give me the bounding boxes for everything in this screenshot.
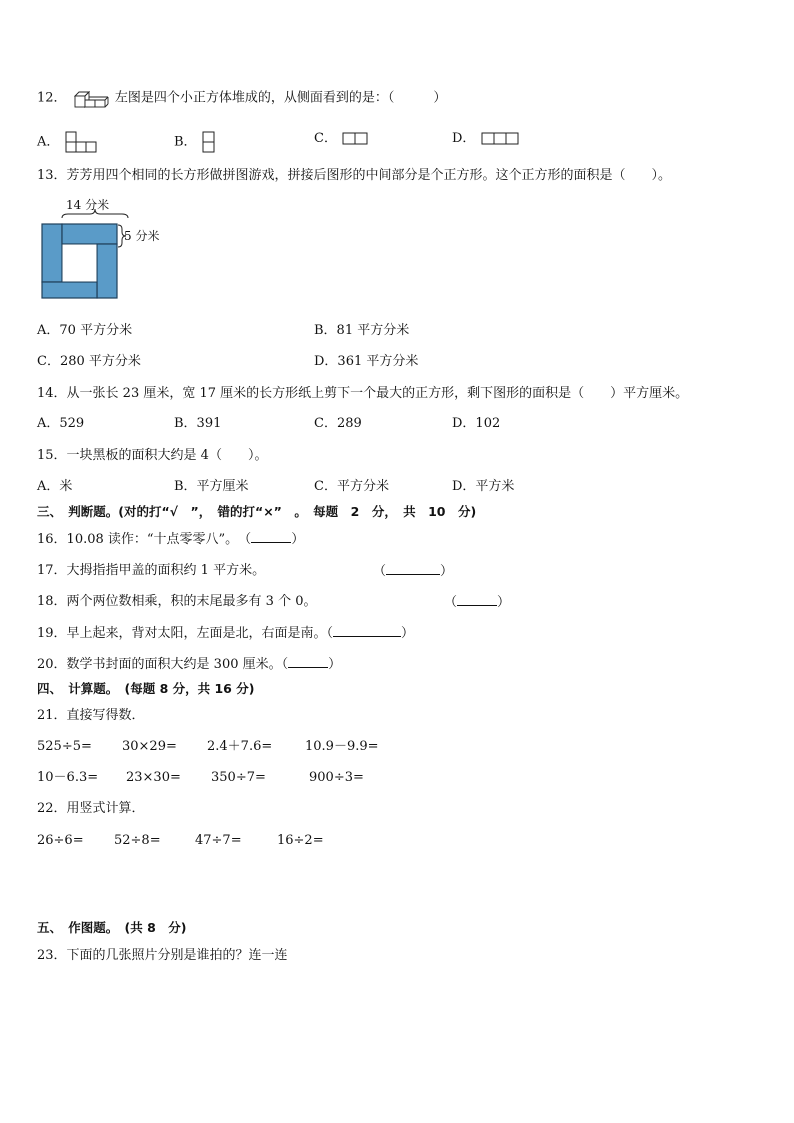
option-a-view-icon	[64, 130, 100, 154]
q12-cube-figure	[71, 88, 111, 108]
option-label: D．	[452, 131, 476, 146]
q19-answer-blank[interactable]	[333, 624, 401, 637]
q14-option-d[interactable]: D．102	[452, 416, 501, 431]
q12-option-b[interactable]	[174, 130, 217, 154]
q19-text: 19．早上起来，背对太阳，左面是北，右面是南。（	[37, 626, 334, 641]
q12-option-c[interactable]	[314, 130, 371, 148]
q16-answer-blank[interactable]	[251, 530, 291, 543]
section4-heading: 四、 计算题。 (每题 8 分，共 16 分)	[37, 681, 255, 696]
q19-line	[37, 624, 414, 643]
q21-title: 21．直接写得数．	[37, 708, 145, 723]
q15-option-b[interactable]: B．平方厘米	[174, 479, 249, 494]
q14-option-a[interactable]: A．529	[37, 416, 85, 431]
q18-text: 18．两个两位数相乘，积的末尾最多有 3 个 0。	[37, 594, 317, 609]
paren-close: ）	[401, 626, 415, 641]
q14-option-c[interactable]: C．289	[314, 416, 362, 431]
paren-close: ）	[328, 657, 342, 672]
q22-item[interactable]: 16÷2=	[277, 833, 324, 848]
q20-line	[37, 655, 341, 674]
q21-item[interactable]: 350÷7=	[211, 770, 266, 785]
q15-text: 15．一块黑板的面积大约是 4（ ）。	[37, 448, 268, 463]
paren-close: ）	[291, 532, 305, 547]
q21-item[interactable]: 30×29=	[122, 739, 177, 754]
option-d-view-icon	[480, 131, 522, 147]
q13-option-c[interactable]: C．280 平方分米	[37, 354, 141, 369]
paren-close: ）	[497, 595, 511, 610]
tile-top	[62, 224, 117, 244]
option-label: A．	[37, 134, 60, 150]
q21-item[interactable]: 900÷3=	[309, 770, 364, 785]
section3-heading: 三、 判断题。(对的打“√ ”， 错的打“×” 。 每题 2 分， 共 10 分)	[37, 504, 477, 519]
option-label: C．	[314, 131, 337, 146]
q22-item[interactable]: 52÷8=	[114, 833, 161, 848]
q12-line	[37, 88, 446, 108]
q15-option-a[interactable]: A．米	[37, 479, 73, 494]
q13-side-label: 5 分米	[124, 229, 160, 243]
q13-text: 13．芳芳用四个相同的长方形做拼图游戏，拼接后图形的中间部分是个正方形。这个正方形的面积是（ ）。	[37, 168, 672, 183]
q14-option-b[interactable]: B．391	[174, 416, 222, 431]
q13-top-label: 14 分米	[66, 198, 110, 212]
q20-answer-blank[interactable]	[288, 655, 328, 668]
q21-item[interactable]: 10.9－9.9=	[305, 739, 379, 754]
q16-line	[37, 530, 304, 549]
q18-line: 18．两个两位数相乘，积的末尾最多有 3 个 0。 （ ）	[37, 594, 511, 610]
q12-option-d[interactable]	[452, 130, 522, 148]
q22-title: 22．用竖式计算．	[37, 801, 145, 816]
q21-item[interactable]: 525÷5=	[37, 739, 92, 754]
q13-option-b[interactable]: B．81 平方分米	[314, 323, 410, 338]
q15-option-c[interactable]: C．平方分米	[314, 479, 389, 494]
option-label: B．	[174, 134, 197, 150]
tile-left	[42, 224, 62, 282]
stacked-cubes-icon	[71, 88, 111, 110]
q22-item[interactable]: 26÷6=	[37, 833, 84, 848]
section5-heading: 五、 作图题。 (共 8 分)	[37, 920, 187, 935]
q17-line: 17．大拇指指甲盖的面积约 1 平方米。 （ ）	[37, 563, 454, 579]
q21-item[interactable]: 23×30=	[126, 770, 181, 785]
q12-text: 左图是四个小正方体堆成的，从侧面看到的是：（ ）	[114, 90, 447, 106]
q23-text: 23．下面的几张照片分别是谁拍的？连一连	[37, 948, 288, 963]
q17-answer-blank[interactable]	[386, 562, 440, 575]
q15-option-d[interactable]: D．平方米	[452, 479, 515, 494]
q12-option-a[interactable]	[37, 130, 100, 154]
q14-text: 14．从一张长 23 厘米，宽 17 厘米的长方形纸上剪下一个最大的正方形，剩下图形的面积是（ ）平方厘米。	[37, 386, 689, 401]
option-c-view-icon	[341, 131, 371, 147]
q17-text: 17．大拇指指甲盖的面积约 1 平方米。	[37, 563, 266, 578]
q13-option-a[interactable]: A．70 平方分米	[37, 323, 133, 338]
paren-close: ）	[440, 564, 454, 579]
tile-right	[97, 244, 117, 298]
q13-figure	[38, 198, 168, 302]
tile-bottom	[42, 282, 97, 298]
q16-text: 16．10.08 读作：“十点零零八”。 （	[37, 532, 252, 547]
q12-number: 12．	[37, 90, 67, 106]
q21-item[interactable]: 2.4＋7.6=	[207, 739, 273, 754]
option-b-view-icon	[201, 130, 217, 154]
q20-text: 20．数学书封面的面积大约是 300 厘米。（	[37, 657, 289, 672]
q18-answer-blank[interactable]	[457, 593, 497, 606]
q22-item[interactable]: 47÷7=	[195, 833, 242, 848]
q13-option-d[interactable]: D．361 平方分米	[314, 354, 419, 369]
q21-item[interactable]: 10－6.3=	[37, 770, 99, 785]
